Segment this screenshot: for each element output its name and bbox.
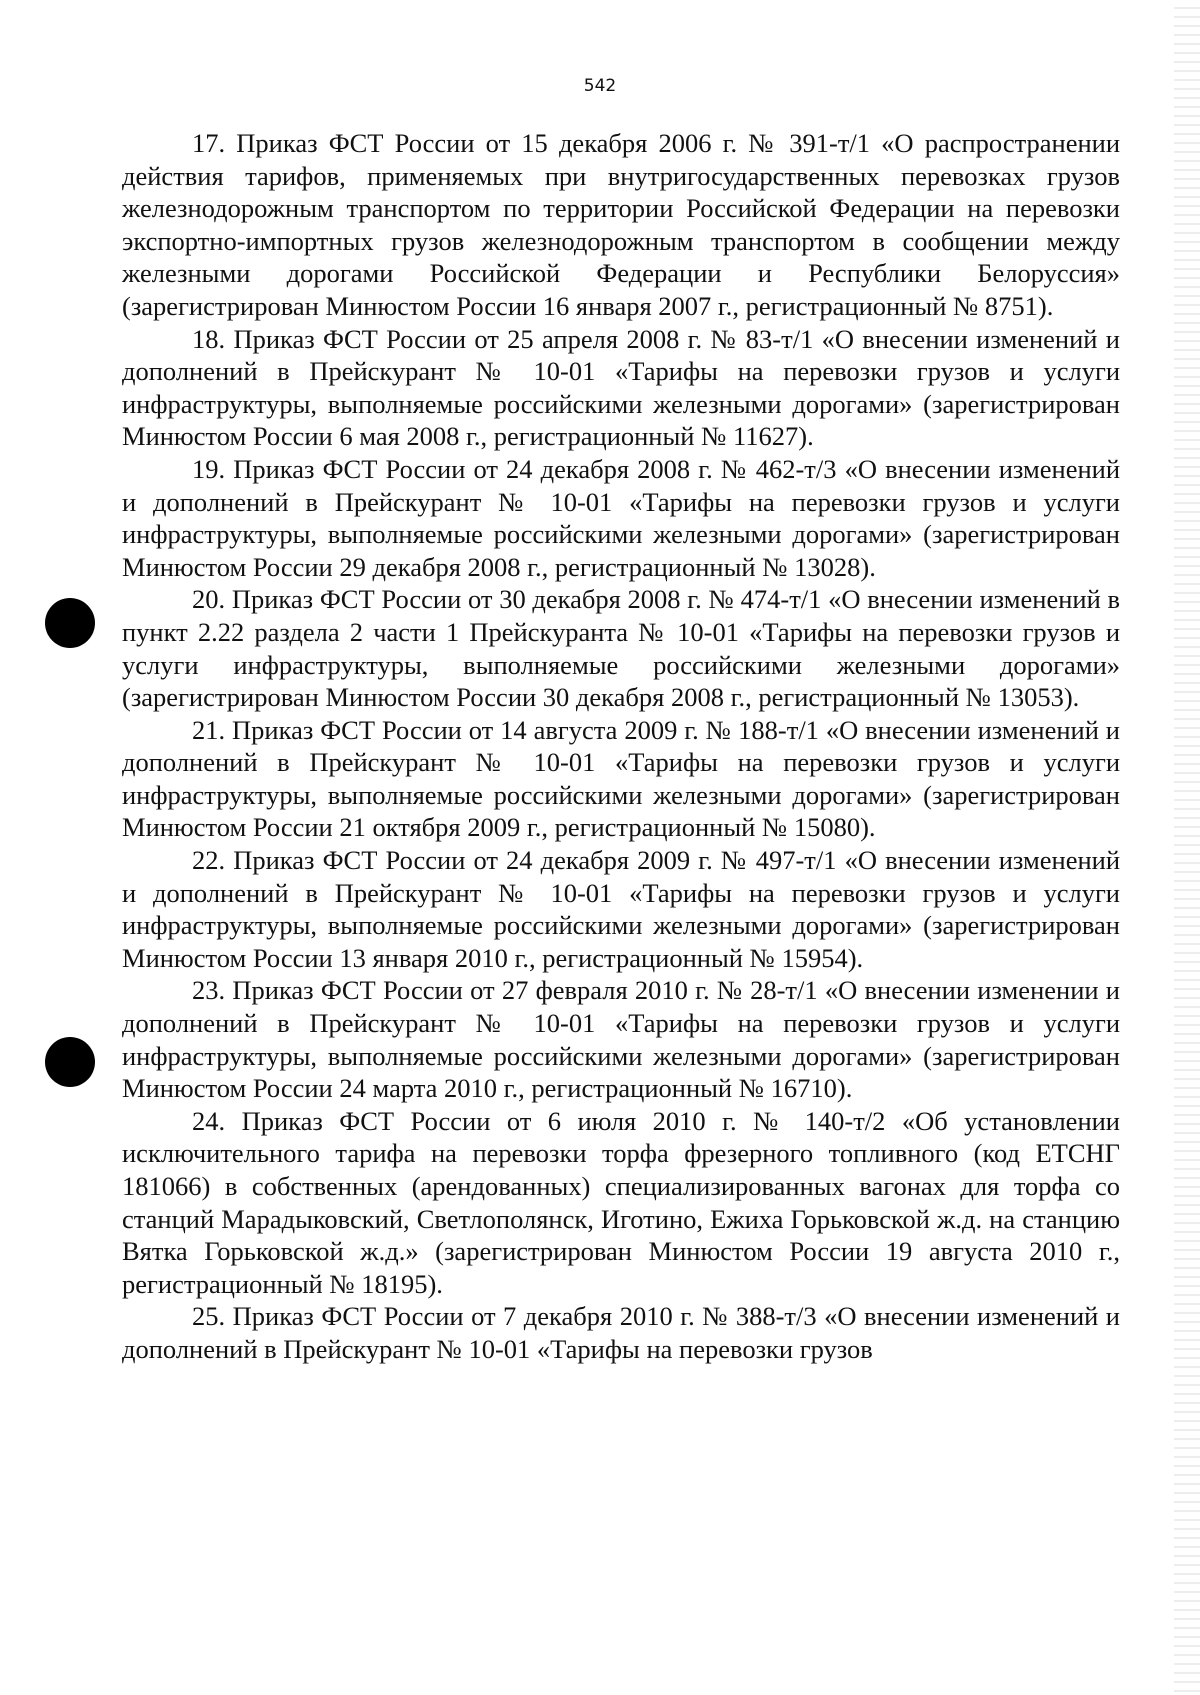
punch-hole-upper [45, 598, 95, 648]
list-item-22: 22. Приказ ФСТ России от 24 декабря 2009 г. № 497-т/1 «О внесении изменений и дополнений в Прейскурант № 10-01 «Тарифы на перевозки грузов и услуги инфраструктуры, выполняемые российскими железными дорогами» (зарегистрирован Минюстом России 13 января 2010 г., регистрационный № 15954). [122, 845, 1120, 973]
list-item-20: 20. Приказ ФСТ России от 30 декабря 2008 г. № 474-т/1 «О внесении изменений в пункт 2.22 раздела 2 части 1 Прейскуранта № 10-01 «Тарифы на перевозки грузов и услуги инфраструктуры, выполняемые российскими железными дорогами» (зарегистрирован Минюстом России 30 декабря 2008 г., регистрационный № 13053). [122, 584, 1120, 713]
list-item-17: 17. Приказ ФСТ России от 15 декабря 2006 г. № 391-т/1 «О распространении действия тарифов, применяемых при внутригосударственных перевозках грузов железнодорожным транспортом по территории Российской Федерации на перевозки экспортно-импортных грузов железнодорожным транспортом в сообщении между железными дорогами Российской Федерации и Республики Белоруссия» (зарегистрирован Минюстом России 16 января 2007 г., регистрационный № 8751). [122, 128, 1120, 321]
scan-edge-noise [1174, 0, 1200, 1695]
page-number: 542 [583, 76, 617, 96]
list-item-23: 23. Приказ ФСТ России от 27 февраля 2010 г. № 28-т/1 «О внесении изменении и дополнений в Прейскурант № 10-01 «Тарифы на перевозки грузов и услуги инфраструктуры, выполняемые российскими железными дорогами» (зарегистрирован Минюстом России 24 марта 2010 г., регистрационный № 16710). [122, 975, 1120, 1104]
list-item-24: 24. Приказ ФСТ России от 6 июля 2010 г. № 140-т/2 «Об установлении исключительного тарифа на перевозки торфа фрезерного топливного (код ЕТСНГ 181066) в собственных (арендованных) специализированных вагонах для торфа со станций Марадыковский, Светлополянск, Иготино, Ежиха Горьковской ж.д. на станцию Вятка Горьковской ж.д.» (зарегистрирован Минюстом России 19 августа 2010 г., регистрационный № 18195). [122, 1105, 1120, 1299]
list-item-21: 21. Приказ ФСТ России от 14 августа 2009 г. № 188-т/1 «О внесении изменений и дополнений в Прейскурант № 10-01 «Тарифы на перевозки грузов и услуги инфраструктуры, выполняемые российскими железными дорогами» (зарегистрирован Минюстом России 21 октября 2009 г., регистрационный № 15080). [122, 714, 1120, 843]
list-item-18: 18. Приказ ФСТ России от 25 апреля 2008 г. № 83-т/1 «О внесении изменений и дополнений в Прейскурант № 10-01 «Тарифы на перевозки грузов и услуги инфраструктуры, выполняемые российскими железными дорогами» (зарегистрирован Минюстом России 6 мая 2008 г., регистрационный № 11627). [122, 323, 1120, 452]
list-item-19: 19. Приказ ФСТ России от 24 декабря 2008 г. № 462-т/3 «О внесении изменений и дополнений в Прейскурант № 10-01 «Тарифы на перевозки грузов и услуги инфраструктуры, выполняемые российскими железными дорогами» (зарегистрирован Минюстом России 29 декабря 2008 г., регистрационный № 13028). [122, 453, 1120, 582]
punch-hole-lower [45, 1037, 95, 1087]
list-item-25: 25. Приказ ФСТ России от 7 декабря 2010 г. № 388-т/3 «О внесении изменений и дополнений в Прейскурант № 10-01 «Тарифы на перевозки грузов [122, 1301, 1120, 1364]
document-body [122, 127, 1120, 1366]
